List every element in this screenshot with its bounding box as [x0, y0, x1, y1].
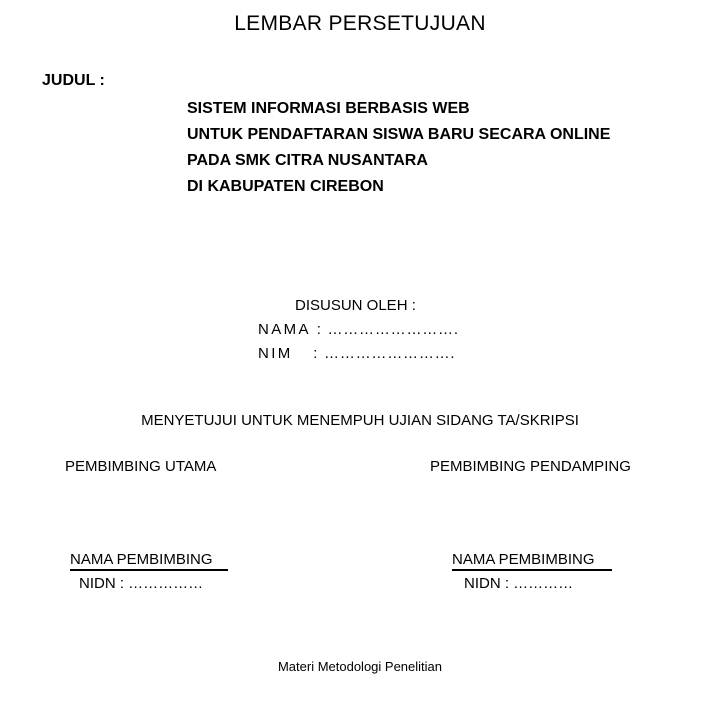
approval-statement: MENYETUJUI UNTUK MENEMPUH UJIAN SIDANG TA/SKRIPSI: [141, 412, 579, 429]
nama-value: …………………….: [327, 321, 459, 338]
judul-label: JUDUL :: [42, 72, 105, 89]
disusun-oleh-heading: DISUSUN OLEH :: [295, 297, 416, 314]
nim-value: …………………….: [324, 345, 456, 362]
nim-label: NIM: [258, 345, 293, 362]
judul-line: SISTEM INFORMASI BERBASIS WEB: [187, 100, 470, 117]
pembimbing-utama-name: NAMA PEMBIMBING: [70, 551, 228, 571]
pembimbing-pendamping-nidn: NIDN : …………: [464, 575, 574, 592]
judul-line: UNTUK PENDAFTARAN SISWA BARU SECARA ONLINE: [187, 126, 611, 143]
judul-line: DI KABUPATEN CIREBON: [187, 178, 384, 195]
judul-title-block: [187, 96, 610, 200]
nama-row: [258, 321, 459, 338]
nim-separator: :: [313, 345, 318, 362]
footer-note: Materi Metodologi Penelitian: [277, 659, 443, 674]
judul-line: PADA SMK CITRA NUSANTARA: [187, 152, 428, 169]
pembimbing-pendamping-name: NAMA PEMBIMBING: [452, 551, 612, 571]
pembimbing-pendamping-label: PEMBIMBING PENDAMPING: [430, 458, 631, 475]
nim-row: [258, 345, 455, 362]
pembimbing-utama-label: PEMBIMBING UTAMA: [65, 458, 217, 475]
nama-separator: :: [316, 321, 321, 338]
page-title: LEMBAR PERSETUJUAN: [234, 12, 486, 35]
nama-label: NAMA: [258, 321, 311, 338]
pembimbing-utama-nidn: NIDN : ……………: [79, 575, 204, 592]
